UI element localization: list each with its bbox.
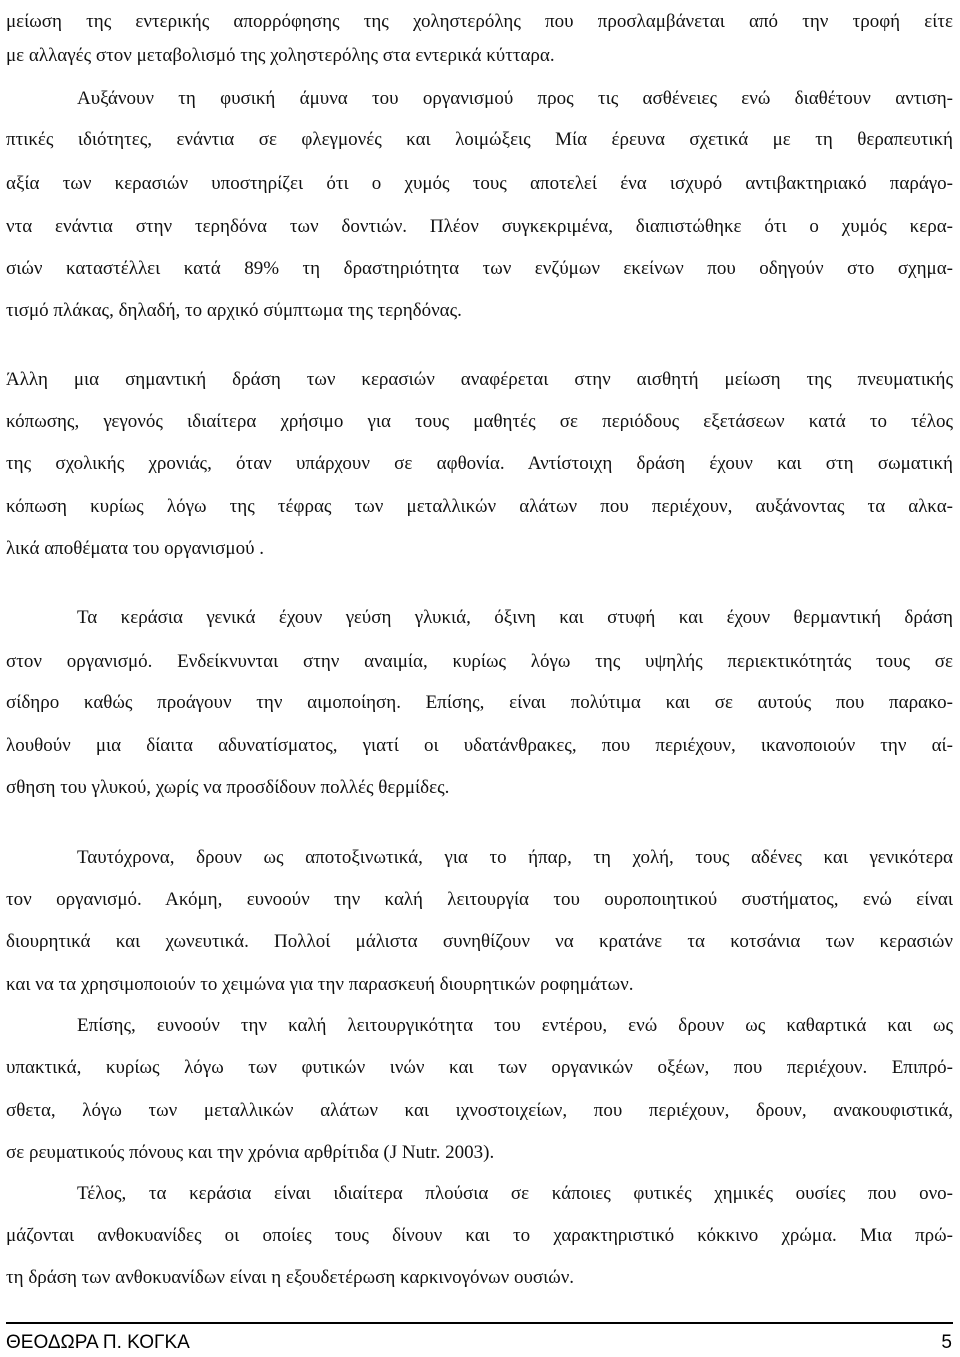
text-line: στον οργανισμό. Ενδείκνυνται στην αναιμία, κυρίως λόγω της υψηλής περιεκτικότητάς τους σε <box>6 651 953 672</box>
text-line: κόπωσης, γεγονός ιδιαίτερα χρήσιμο για τους μαθητές σε περιόδους εξετάσεων κατά το τέλος <box>6 411 953 432</box>
text-line: υπακτικά, κυρίως λόγω των φυτικών ινών και των οργανικών οξέων, που περιέχουν. Επιπρό- <box>6 1057 953 1078</box>
footer-author: ΘΕΟΔΩΡΑ Π. ΚΟΓΚΑ <box>6 1332 190 1353</box>
text-line: ντα ενάντια στην τερηδόνα των δοντιών. Πλέον συγκεκριμένα, διαπιστώθηκε ότι ο χυμός κερα- <box>6 216 953 237</box>
text-line: σιών καταστέλλει κατά 89% τη δραστηριότητα των ενζύμων εκείνων που οδηγούν στο σχημα- <box>6 258 953 279</box>
text-line: Τέλος, τα κεράσια είναι ιδιαίτερα πλούσια σε κάποιες φυτικές χημικές ουσίες που ονο- <box>77 1183 953 1204</box>
text-line: τον οργανισμό. Ακόμη, ευνοούν την καλή λειτουργία του ουροποιητικού συστήματος, ενώ είναι <box>6 889 953 910</box>
text-line: σθηση του γλυκού, χωρίς να προσδίδουν πολλές θερμίδες. <box>6 777 450 798</box>
text-line: Τα κεράσια γενικά έχουν γεύση γλυκιά, όξινη και στυφή και έχουν θερμαντική δράση <box>77 607 953 628</box>
page-number: 5 <box>941 1332 952 1353</box>
text-line: μείωση της εντερικής απορρόφησης της χοληστερόλης που προσλαμβάνεται από την τροφή είτε <box>6 11 953 32</box>
text-line: λικά αποθέματα του οργανισμού . <box>6 538 264 559</box>
text-line: Επίσης, ευνοούν την καλή λειτουργικότητα του εντέρου, ενώ δρουν ως καθαρτικά και ως <box>77 1015 953 1036</box>
text-line: Αυξάνουν τη φυσική άμυνα του οργανισμού προς τις ασθένειες ενώ διαθέτουν αντιση- <box>77 88 953 109</box>
text-line: με αλλαγές στον μεταβολισμό της χοληστερόλης στα εντερικά κύτταρα. <box>6 45 555 66</box>
text-line: κόπωση κυρίως λόγω της τέφρας των μεταλλικών αλάτων που περιέχουν, αυξάνοντας τα αλκα- <box>6 496 953 517</box>
text-line: τη δράση των ανθοκυανίδων είναι η εξουδετέρωση καρκινογόνων ουσιών. <box>6 1267 575 1288</box>
text-line: λουθούν μια δίαιτα αδυνατίσματος, γιατί οι υδατάνθρακες, που περιέχουν, ικανοποιούν την αί- <box>6 735 953 756</box>
text-line: Άλλη μια σημαντική δράση των κερασιών αναφέρεται στην αισθητή μείωση της πνευματικής <box>6 369 953 390</box>
text-line: τισμό πλάκας, δηλαδή, το αρχικό σύμπτωμα της τερηδόνας. <box>6 300 462 321</box>
text-line: μάζονται ανθοκυανίδες οι οποίες τους δίνουν και το χαρακτηριστικό κόκκινο χρώμα. Μια πρώ- <box>6 1225 953 1246</box>
text-line: πτικές ιδιότητες, ενάντια σε φλεγμονές και λοιμώξεις Μία έρευνα σχετικά με τη θεραπευτική <box>6 129 953 150</box>
text-line: σίδηρο καθώς προάγουν την αιμοποίηση. Επίσης, είναι πολύτιμα και σε αυτούς που παρακο- <box>6 692 953 713</box>
text-line: Ταυτόχρονα, δρουν ως αποτοξινωτικά, για το ήπαρ, τη χολή, τους αδένες και γενικότερα <box>77 847 953 868</box>
text-line: της σχολικής χρονιάς, όταν υπάρχουν σε αφθονία. Αντίστοιχη δράση έχουν και στη σωματική <box>6 453 953 474</box>
text-line: διουρητικά και χωνευτικά. Πολλοί μάλιστα συνηθίζουν να κρατάνε τα κοτσάνια των κερασιών <box>6 931 953 952</box>
text-line: αξία των κερασιών υποστηρίζει ότι ο χυμός τους αποτελεί ένα ισχυρό αντιβακτηριακό παράγο- <box>6 173 953 194</box>
text-line: σε ρευματικούς πόνους και την χρόνια αρθρίτιδα (J Nutr. 2003). <box>6 1142 495 1163</box>
text-line: σθετα, λόγω των μεταλλικών αλάτων και ιχνοστοιχείων, που περιέχουν, δρουν, ανακουφιστικά, <box>6 1100 953 1121</box>
footer-divider <box>6 1322 953 1324</box>
text-line: και να τα χρησιμοποιούν το χειμώνα για την παρασκευή διουρητικών ροφημάτων. <box>6 974 634 995</box>
